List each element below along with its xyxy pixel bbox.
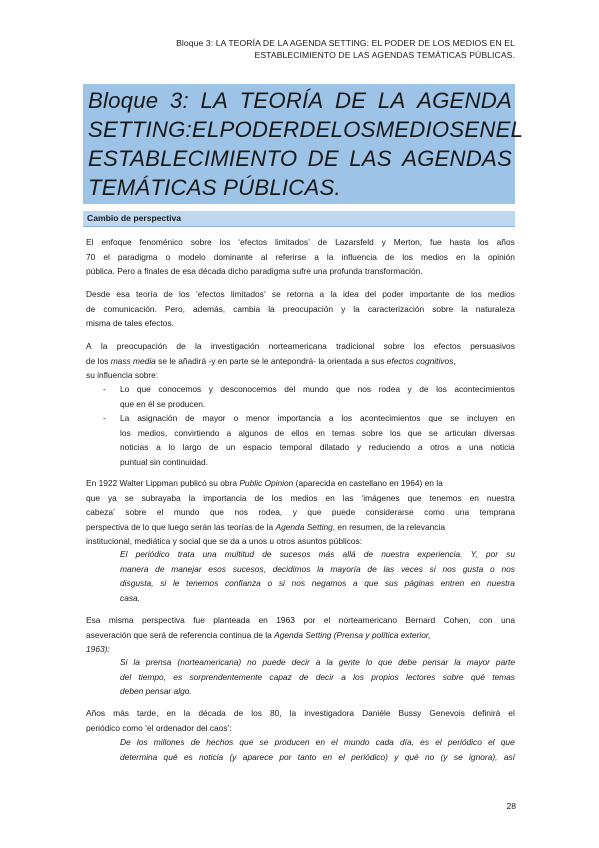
text-line: aseveración que será de referencia continua de la Agenda Setting (Prensa y política exterior, — [86, 628, 515, 643]
text-line: los medios, convirtiendo a algunos de ellos en temas sobre los que se articulan diversas — [120, 427, 515, 438]
title-line-1: Bloque 3: LA TEORÍA DE LA AGENDA — [88, 88, 512, 113]
text-line: deben pensar algo. — [120, 686, 192, 696]
text-line: noticias a lo largo de un espacio temporal dilatado y reduciendo a otros a una noticia — [120, 442, 515, 452]
text-line: Si la prensa (norteamericana) no puede decir a la gente lo que debe pensar la mayor parte — [120, 657, 515, 667]
italic-term: Agenda Setting — [275, 521, 333, 532]
section-heading: Cambio de perspectiva — [83, 211, 515, 227]
text-line: misma de tales efectos. — [86, 318, 174, 328]
text-line: En 1922 Walter Lippman publicó su obra Public Opinion (aparecida en castellano en 1964) en la — [86, 476, 515, 491]
running-header-line-2: ESTABLECIMIENTO DE LAS AGENDAS TEMÁTICAS PÚBLICAS. — [254, 50, 515, 60]
text-line: El periódico trata una multitud de sucesos más allá de nuestra experiencia. Y, por su — [120, 549, 515, 559]
bullet-item-1 — [86, 382, 515, 411]
title-line-2: SETTING: EL PODER DE LOS MEDIOS EN EL — [88, 117, 524, 142]
bullet-marker: - — [103, 384, 106, 394]
text-line: periódico como ‘el ordenador del caos’: — [86, 722, 232, 733]
quote-cohen — [86, 655, 515, 699]
text-line: El enfoque fenoménico sobre los ‘efectos limitados’ de Lazarsfeld y Merton, fue hasta los años — [86, 237, 515, 247]
text-line: manera de manejar esos sucesos, decidimos la mayoría de las veces si nos gusta o nos — [120, 563, 515, 574]
paragraph-2 — [86, 287, 515, 331]
text-line: puntual sin continuidad. — [120, 456, 209, 467]
text-line: su influencia sobre: — [86, 370, 159, 380]
italic-term: Public Opinion — [239, 478, 294, 488]
page-number: 28 — [506, 801, 516, 811]
text-line: Años más tarde, en la década de los 80, la investigadora Danièle Bussy Genevois definirá el — [86, 708, 515, 718]
title-line-3: ESTABLECIMIENTO DE LAS AGENDAS — [88, 146, 512, 171]
text-line: A la preocupación de la investigación norteamericana tradicional sobre los efectos persuasivos — [86, 341, 515, 351]
text-line: de comunicación. Pero, además, cambia la preocupación y la caracterización sobre la naturaleza — [86, 303, 515, 314]
text-line: que en él se producen. — [120, 398, 206, 409]
text-line: cabeza’ sobre el mundo que nos rodea, y que puede considerarse como una temprana — [86, 507, 515, 517]
paragraph-5 — [86, 613, 515, 657]
text-line: 70 el paradigma o modelo dominante al referirse a la influencia de los medios en la opinión — [86, 251, 515, 262]
italic-term: mass media — [110, 355, 156, 366]
text-line: La asignación de mayor o menor importancia a los acontecimientos que se incluyen en — [120, 413, 515, 423]
bullet-marker: - — [103, 413, 106, 423]
paragraph-3 — [86, 339, 515, 383]
text-line: De los millones de hechos que se producen en el mundo cada día, es el periódico el que — [120, 737, 515, 747]
text-line: disgusta, si le tenemos confianza o si nos negamos a que sus páginas entren en nuestra — [120, 578, 515, 588]
text-line: que ya se subrayaba la importancia de los medios en las ‘imágenes que tenemos en nuestra — [86, 492, 515, 503]
chapter-title — [83, 84, 524, 204]
text-line: determina qué es noticia (y aparece por tanto en el periódico) y qué no (y se ignora), así — [120, 751, 515, 762]
text-line: de los mass media se le añadirá -y en parte se le antepondrá- la orientada a sus efectos cognitivos , — [86, 354, 515, 369]
text-line: del tiempo, es sorprendentemente capaz de decir a los propios lectores sobre qué temas — [120, 671, 515, 682]
text-line: Esa misma perspectiva fue planteada en 1963 por el norteamericano Bernard Cohen, con una — [86, 615, 515, 625]
text-line: institucional, mediática y social que se da a unos u otros asuntos públicos: — [86, 536, 363, 546]
quote-lippman — [86, 547, 515, 605]
title-line-4: TEMÁTICAS PÚBLICAS. — [88, 175, 341, 200]
text-line: Desde esa teoría de los ‘efectos limitados’ se retorna a la idea del poder importante de los medios — [86, 289, 515, 299]
text-line: Lo que conocemos y desconocemos del mundo que nos rodea y de los acontecimientos — [120, 384, 515, 394]
text-line: pública. Pero a finales de esa década dicho paradigma sufre una profunda transformación. — [86, 266, 423, 276]
italic-term: 1963): — [86, 644, 110, 654]
italic-term: Agenda Setting (Prensa y política exterior, — [274, 629, 431, 640]
running-header-line-1: Bloque 3: LA TEORÍA DE LA AGENDA SETTING: EL PODER DE LOS MEDIOS EN EL — [176, 38, 515, 48]
text-line: perspectiva de lo que luego serán las teorías de la Agenda Setting , en resumen, de la relevancia — [86, 520, 515, 535]
paragraph-1 — [86, 235, 515, 279]
running-header — [150, 37, 515, 61]
italic-term: efectos cognitivos — [386, 355, 454, 366]
paragraph-4 — [86, 476, 515, 549]
text-line: casa. — [120, 592, 141, 603]
bullet-item-2 — [86, 411, 515, 469]
quote-bussy-genevois — [86, 735, 515, 764]
paragraph-6 — [86, 706, 515, 735]
